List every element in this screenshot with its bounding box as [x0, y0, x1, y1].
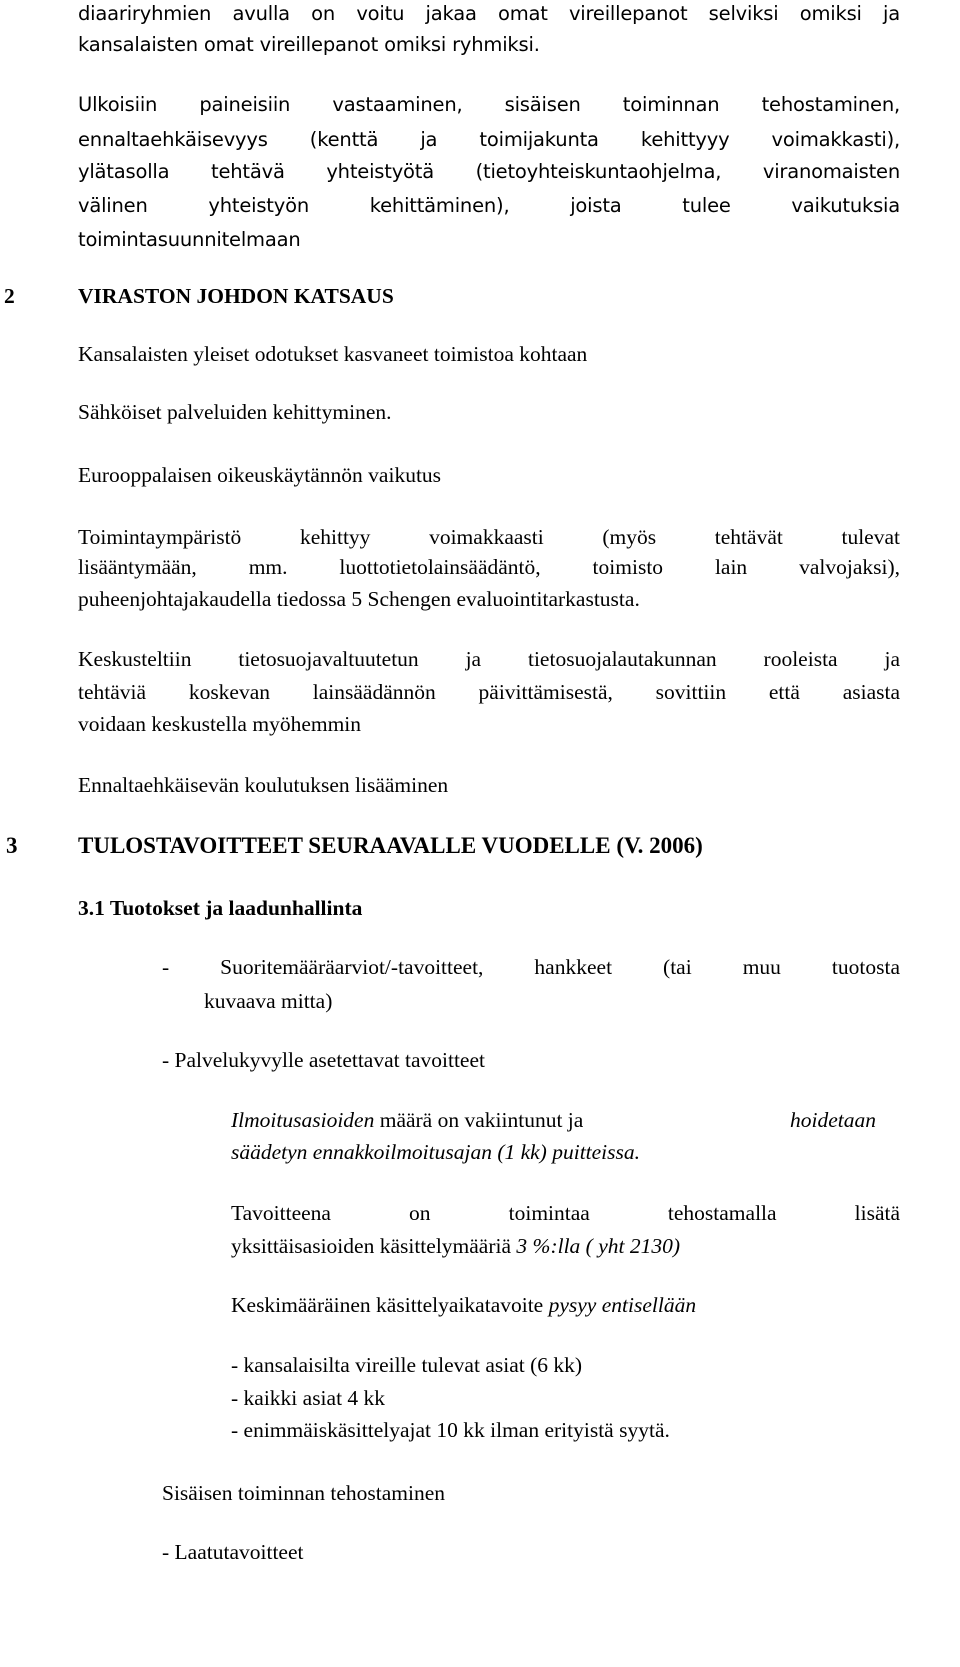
intro-line: kansalaisten omat vireillepanot omiksi ryhmiksi. — [78, 33, 540, 56]
paragraph: Eurooppalaisen oikeuskäytännön vaikutus — [78, 463, 442, 487]
paragraph: Ennaltaehkäisevän koulutuksen lisääminen — [78, 773, 449, 797]
bullet-line: - Palvelukyvylle asetettavat tavoitteet — [162, 1048, 485, 1072]
paragraph-line: lisääntymään, mm. luottotietolainsäädäntö, toimisto lain valvojaksi), — [78, 555, 900, 579]
tav-italic: 3 %:lla ( yht 2130) — [516, 1234, 681, 1258]
section-number: 2 — [4, 284, 15, 308]
paragraph: Sisäisen toiminnan tehostaminen — [162, 1481, 446, 1505]
paragraph-line: Toimintaympäristö kehittyy voimakkaasti (myös tehtävät tulevat — [78, 525, 900, 549]
tav-normal: yksittäisasioiden käsittelymääriä — [231, 1234, 517, 1258]
tav-line-2 — [231, 1234, 680, 1259]
paragraph-line: tehtäviä koskevan lainsäädännön päivittämisestä, sovittiin että asiasta — [78, 680, 900, 704]
paragraph-line: puheenjohtajakaudella tiedossa 5 Schengen evaluointitarkastusta. — [78, 587, 640, 611]
intro-line: välinen yhteistyön kehittäminen), joista tulee vaikutuksia — [78, 194, 900, 217]
ilm-italic-2: säädetyn ennakkoilmoitusajan (1 kk) puitteissa. — [231, 1140, 641, 1164]
bullet-line: - Suoritemääräarviot/-tavoitteet, hankkeet (tai muu tuotosta — [162, 955, 900, 979]
paragraph: Sähköiset palveluiden kehittyminen. — [78, 400, 392, 424]
ilm-end — [790, 1108, 876, 1133]
section-number: 3 — [6, 833, 18, 858]
dash-item: - enimmäiskäsittelyajat 10 kk ilman erityistä syytä. — [231, 1418, 670, 1442]
ilm-rest: määrä on vakiintunut ja — [374, 1108, 584, 1132]
ilm-italic: Ilmoitusasioiden — [231, 1108, 375, 1132]
subsection-title: 3.1 Tuotokset ja laadunhallinta — [78, 896, 363, 920]
ilm-end-text: hoidetaan — [790, 1108, 876, 1132]
dash-item: - kaikki asiat 4 kk — [231, 1386, 386, 1410]
paragraph-line: Keskusteltiin tietosuojavaltuutetun ja tietosuojalautakunnan rooleista ja — [78, 647, 900, 671]
paragraph-line: voidaan keskustella myöhemmin — [78, 712, 362, 736]
bullet-line: kuvaava mitta) — [204, 989, 333, 1013]
kesk-italic: pysyy entisellään — [548, 1293, 697, 1317]
kesk-line — [231, 1293, 696, 1318]
paragraph: Kansalaisten yleiset odotukset kasvaneet toimistoa kohtaan — [78, 342, 588, 366]
ilm-line-2 — [231, 1140, 640, 1165]
intro-line: toimintasuunnitelmaan — [78, 228, 301, 251]
ilm-line — [231, 1108, 583, 1133]
bullet-line: - Laatutavoitteet — [162, 1540, 304, 1564]
section-title: VIRASTON JOHDON KATSAUS — [78, 284, 394, 308]
intro-line: ylätasolla tehtävä yhteistyötä (tietoyhteiskuntaohjelma, viranomaisten — [78, 160, 900, 183]
dash-item: - kansalaisilta vireille tulevat asiat (6 kk) — [231, 1353, 583, 1377]
kesk-normal: Keskimääräinen käsittelyaikatavoite — [231, 1293, 549, 1317]
section-title: TULOSTAVOITTEET SEURAAVALLE VUODELLE (V. 2006) — [78, 833, 703, 858]
tav-line: Tavoitteena on toimintaa tehostamalla lisätä — [231, 1201, 900, 1225]
intro-line: ennaltaehkäisevyys (kenttä ja toimijakunta kehittyyy voimakkasti), — [78, 128, 900, 151]
intro-line: Ulkoisiin paineisiin vastaaminen, sisäisen toiminnan tehostaminen, — [78, 93, 900, 116]
intro-line: diaariryhmien avulla on voitu jakaa omat vireillepanot selviksi omiksi ja — [78, 2, 900, 25]
